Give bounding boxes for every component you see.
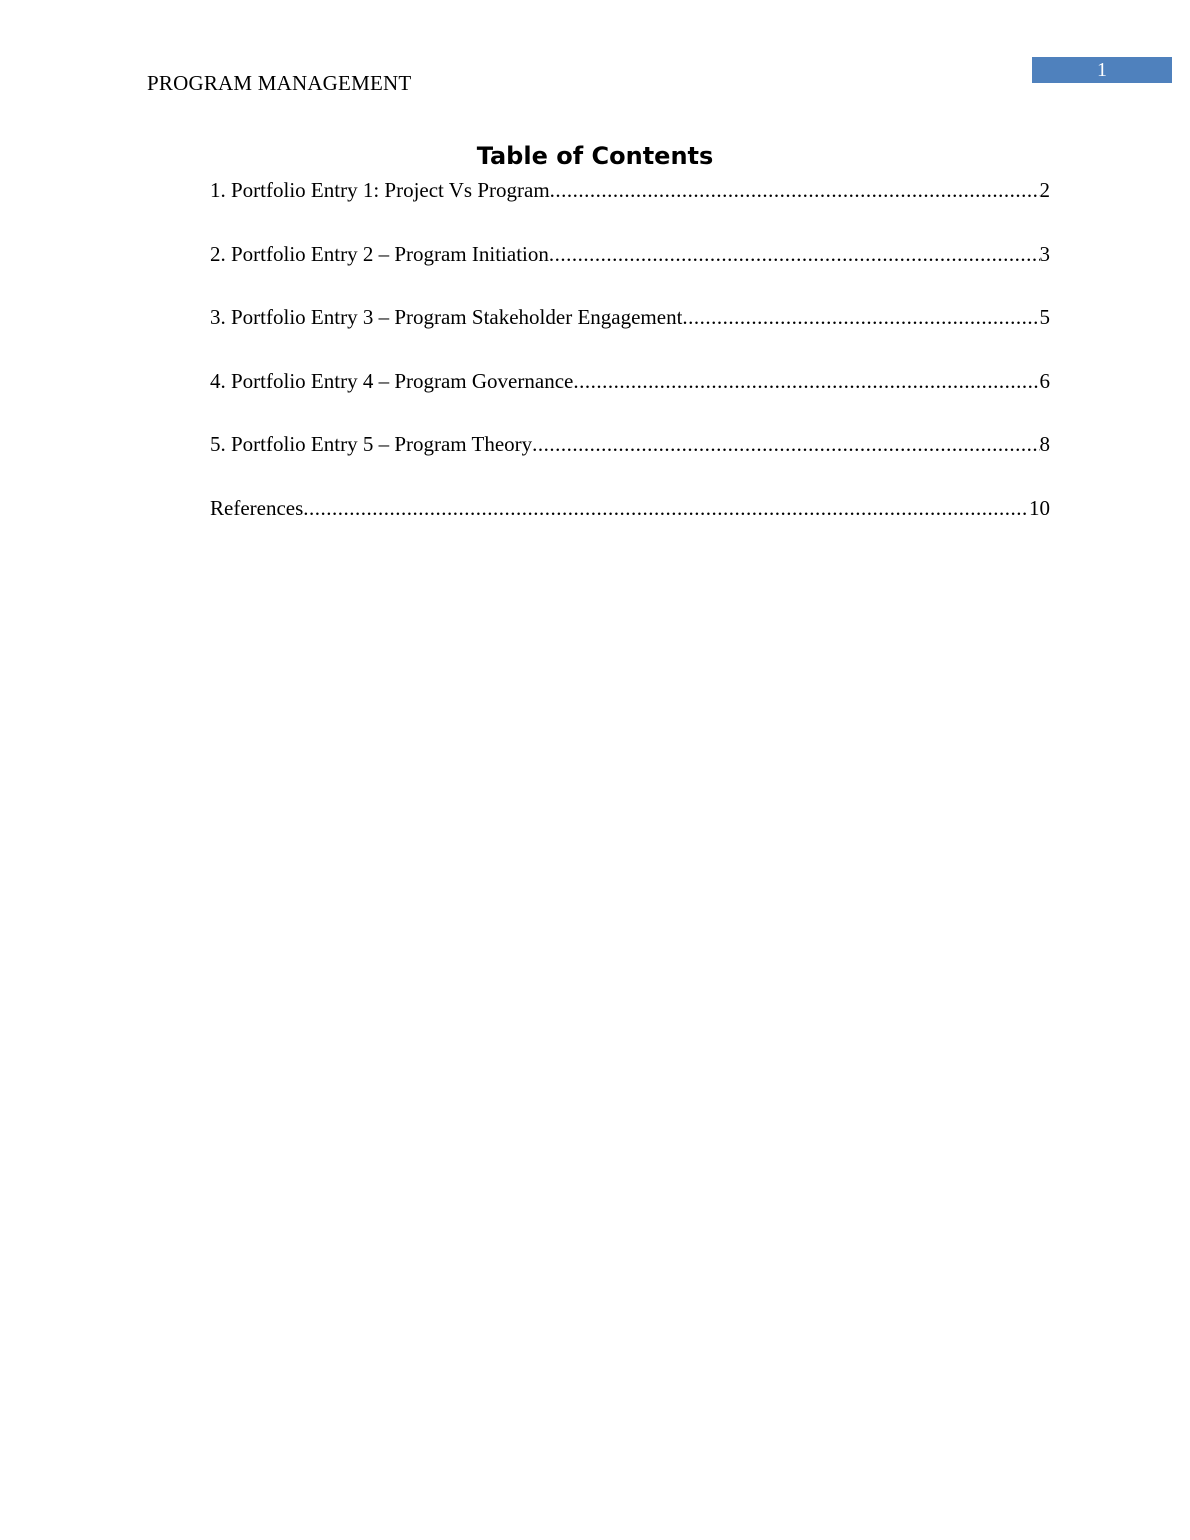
page-number-badge: 1 — [1032, 57, 1172, 83]
toc-title: Table of Contents — [476, 142, 714, 170]
toc-entry-page: 2 — [1039, 178, 1050, 202]
toc-entry-page: 3 — [1039, 241, 1050, 266]
toc-dot-leader — [682, 303, 1039, 331]
toc-entry-text: 4. Portfolio Entry 4 – Program Governance — [210, 368, 574, 393]
toc-entry-page: 6 — [1039, 368, 1050, 393]
toc-entry-text: References — [210, 495, 304, 520]
toc-entry-text: 3. Portfolio Entry 3 – Program Stakeholder Engagement — [210, 305, 683, 329]
toc-entry-portfolio-5[interactable] — [210, 430, 1050, 458]
toc-entry-portfolio-3[interactable] — [210, 303, 1050, 331]
toc-dot-leader — [573, 367, 1039, 395]
toc-entry-portfolio-1[interactable] — [210, 176, 1050, 204]
toc-list — [210, 176, 1050, 557]
toc-entry-page: 8 — [1039, 432, 1050, 456]
toc-entry-references[interactable] — [210, 494, 1050, 522]
toc-entry-text: 2. Portfolio Entry 2 – Program Initiation — [210, 241, 549, 266]
toc-entry-portfolio-2[interactable] — [210, 240, 1050, 268]
toc-entry-page: 5 — [1039, 305, 1050, 329]
toc-dot-leader — [550, 176, 1040, 204]
toc-dot-leader — [303, 494, 1029, 522]
toc-entry-portfolio-4[interactable] — [210, 367, 1050, 395]
toc-entry-page: 10 — [1029, 495, 1050, 520]
toc-entry-text: 5. Portfolio Entry 5 – Program Theory — [210, 432, 533, 456]
toc-dot-leader — [532, 430, 1039, 458]
toc-entry-text: 1. Portfolio Entry 1: Project Vs Program — [210, 178, 550, 202]
running-head: PROGRAM MANAGEMENT — [147, 71, 412, 95]
toc-dot-leader — [549, 240, 1040, 268]
